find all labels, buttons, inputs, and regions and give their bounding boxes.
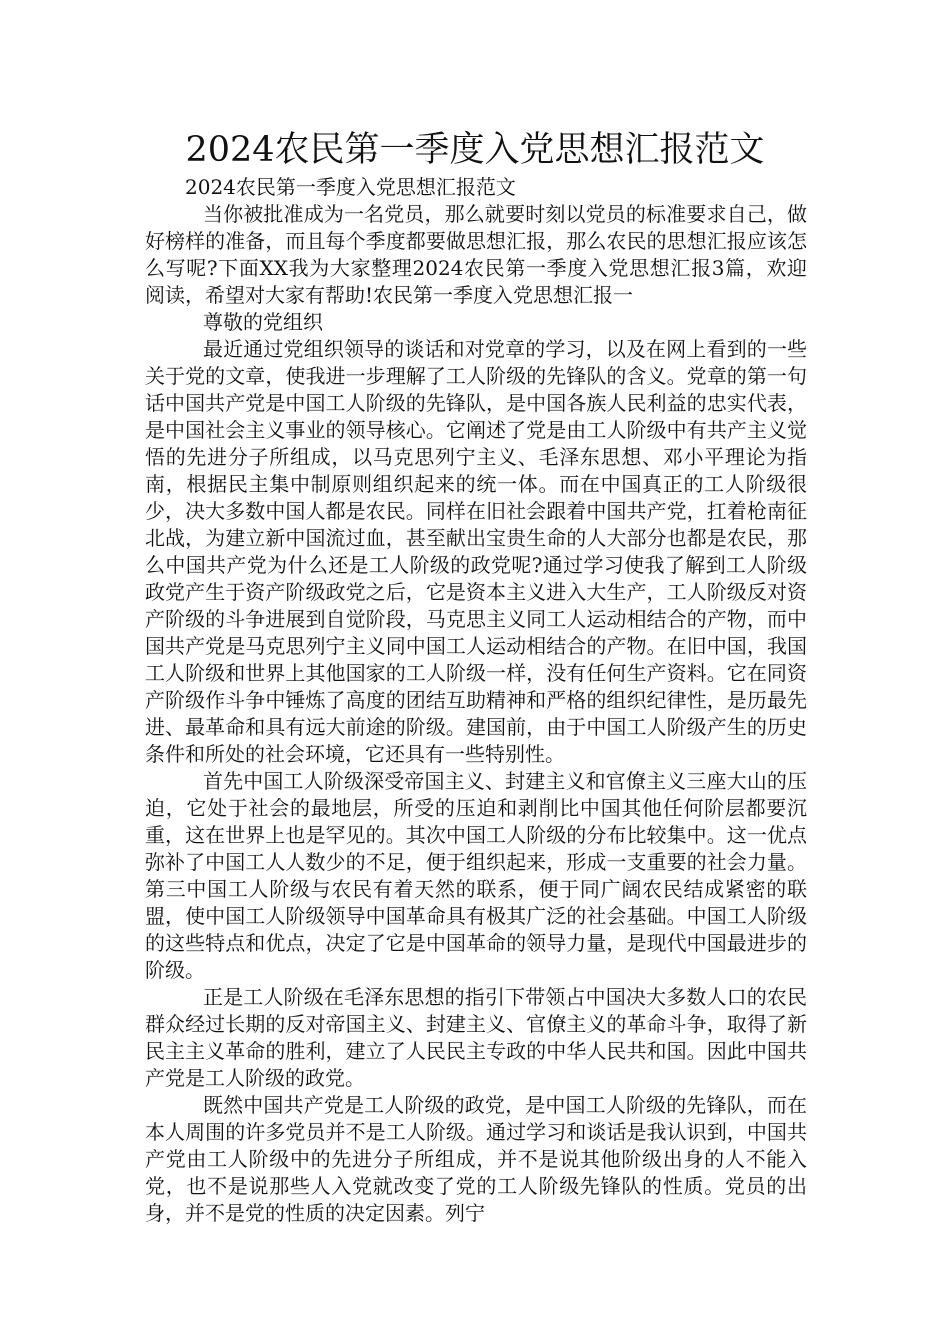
document-title: 2024农民第一季度入党思想汇报范文 bbox=[185, 130, 765, 170]
body-paragraph: 既然中国共产党是工人阶级的政党，是中国工人阶级的先锋队，而在本人周围的许多党员并不是工人阶级。通过学习和谈话是我认识到，中国共产党由工人阶级中的先进分子所组成，并不是说其他阶级出身的人不能入党，也不是说那些人入党就改变了党的工人阶级先锋队的性质。党员的出身，并不是党的性质的决定因素。列宁 bbox=[145, 1093, 807, 1225]
body-paragraph: 首先中国工人阶级深受帝国主义、封建主义和官僚主义三座大山的压迫，它处于社会的最地层，所受的压迫和剥削比中国其他任何阶层都要沉重，这在世界上也是罕见的。其次中国工人阶级的分布比较集中。这一优点弥补了中国工人人数少的不足，便于组织起来，形成一支重要的社会力量。第三中国工人阶级与农民有着天然的联系，便于同广阔农民结成紧密的联盟，使中国工人阶级领导中国革命具有极其广泛的社会基础。中国工人阶级的这些特点和优点，决定了它是中国革命的领导力量，是现代中国最进步的阶级。 bbox=[145, 769, 807, 982]
body-paragraph: 最近通过党组织领导的谈话和对党章的学习，以及在网上看到的一些关于党的文章，使我进一步理解了工人阶级的先锋队的含义。党章的第一句话中国共产党是中国工人阶级的先锋队，是中国各族人民利益的忠实代表，是中国社会主义事业的领导核心。它阐述了党是由工人阶级中有共产主义觉悟的先进分子所组成，以马克思列宁主义、毛泽东思想、邓小平理论为指南，根据民主集中制原则组织起来的统一体。而在中国真正的工人阶级很少，决大多数中国人都是农民。同样在旧社会跟着中国共产党，扛着枪南征北战，为建立新中国流过血，甚至献出宝贵生命的人大部分也都是农民，那么中国共产党为什么还是工人阶级的政党呢?通过学习使我了解到工人阶级政党产生于资产阶级政党之后，它是资本主义进入大生产，工人阶级反对资产阶级的斗争进展到自觉阶段，马克思主义同工人运动相结合的产物，而中国共产党是马克思列宁主义同中国工人运动相结合的产物。在旧中国，我国工人阶级和世界上其他国家的工人阶级一样，没有任何生产资料。它在同资产阶级作斗争中锤炼了高度的团结互助精神和严格的组织纪律性，是历最先进、最革命和具有远大前途的阶级。建国前，由于中国工人阶级产生的历史条件和所处的社会环境，它还具有一些特别性。 bbox=[145, 337, 807, 766]
salutation: 尊敬的党组织 bbox=[203, 310, 323, 334]
intro-paragraph: 当你被批准成为一名党员，那么就要时刻以党员的标准要求自己，做好榜样的准备，而且每个季度都要做思想汇报，那么农民的思想汇报应该怎么写呢?下面XX我为大家整理2024农民第一季度入党思想汇报3篇，欢迎阅读，希望对大家有帮助!农民第一季度入党思想汇报一 bbox=[145, 202, 807, 307]
document-subtitle: 2024农民第一季度入党思想汇报范文 bbox=[185, 175, 516, 199]
body-paragraph: 正是工人阶级在毛泽东思想的指引下带领占中国决大多数人口的农民群众经过长期的反对帝国主义、封建主义、官僚主义的革命斗争，取得了新民主主义革命的胜利，建立了人民民主专政的中华人民共和国。因此中国共产党是工人阶级的政党。 bbox=[145, 985, 807, 1090]
document-body bbox=[145, 174, 807, 1227]
